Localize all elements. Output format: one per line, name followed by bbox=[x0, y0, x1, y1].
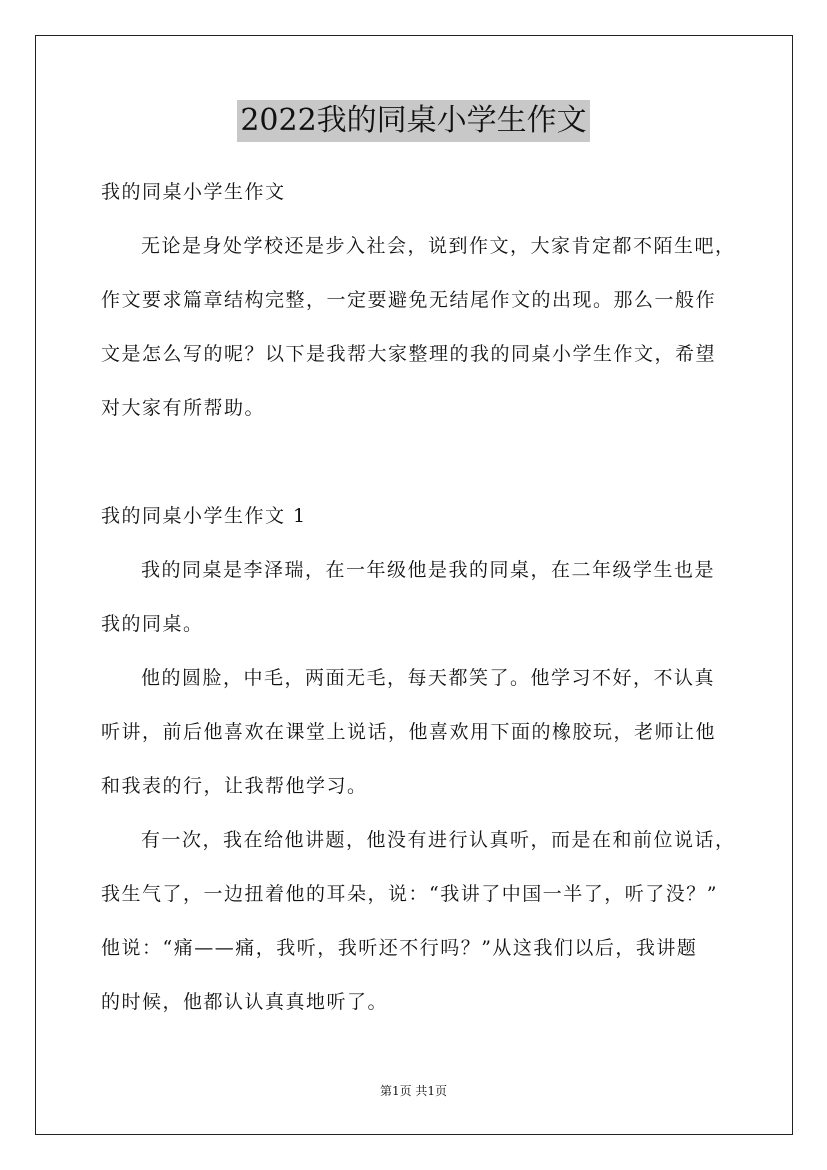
page-footer: 第1页 共1页 bbox=[379, 1084, 448, 1098]
paragraph-line: 我生气了，一边扭着他的耳朵，说：“我讲了中国一半了，听了没？” bbox=[101, 883, 718, 905]
subtitle: 我的同桌小学生作文 bbox=[101, 181, 286, 203]
paragraph-line: 和我表的行，让我帮他学习。 bbox=[101, 775, 368, 797]
paragraph-line: 听讲，前后他喜欢在课堂上说话，他喜欢用下面的橡胶玩，老师让他 bbox=[101, 721, 717, 743]
document-title: 2022我的同桌小学生作文 bbox=[237, 100, 589, 142]
intro-line: 作文要求篇章结构完整，一定要避免无结尾作文的出现。那么一般作 bbox=[101, 289, 717, 311]
paragraph-line: 的时候，他都认认真真地听了。 bbox=[101, 991, 389, 1013]
document-body bbox=[101, 165, 741, 1029]
intro-line: 对大家有所帮助。 bbox=[101, 397, 266, 419]
paragraph-line: 我的同桌是李泽瑞，在一年级他是我的同桌，在二年级学生也是 bbox=[141, 559, 716, 581]
intro-line: 无论是身处学校还是步入社会，说到作文，大家肯定都不陌生吧， bbox=[141, 235, 736, 257]
paragraph-line: 他的圆脸，中毛，两面无毛，每天都笑了。他学习不好，不认真 bbox=[141, 667, 716, 689]
paragraph-line: 他说：“痛——痛，我听，我听还不行吗？”从这我们以后，我讲题 bbox=[101, 937, 698, 959]
title-container bbox=[0, 100, 827, 142]
paragraph-line: 有一次，我在给他讲题，他没有进行认真听，而是在和前位说话， bbox=[141, 829, 736, 851]
blank-line bbox=[101, 435, 741, 489]
paragraph-line: 我的同桌。 bbox=[101, 613, 204, 635]
section-heading: 我的同桌小学生作文 1 bbox=[101, 505, 307, 527]
intro-line: 文是怎么写的呢？以下是我帮大家整理的我的同桌小学生作文，希望 bbox=[101, 343, 717, 365]
